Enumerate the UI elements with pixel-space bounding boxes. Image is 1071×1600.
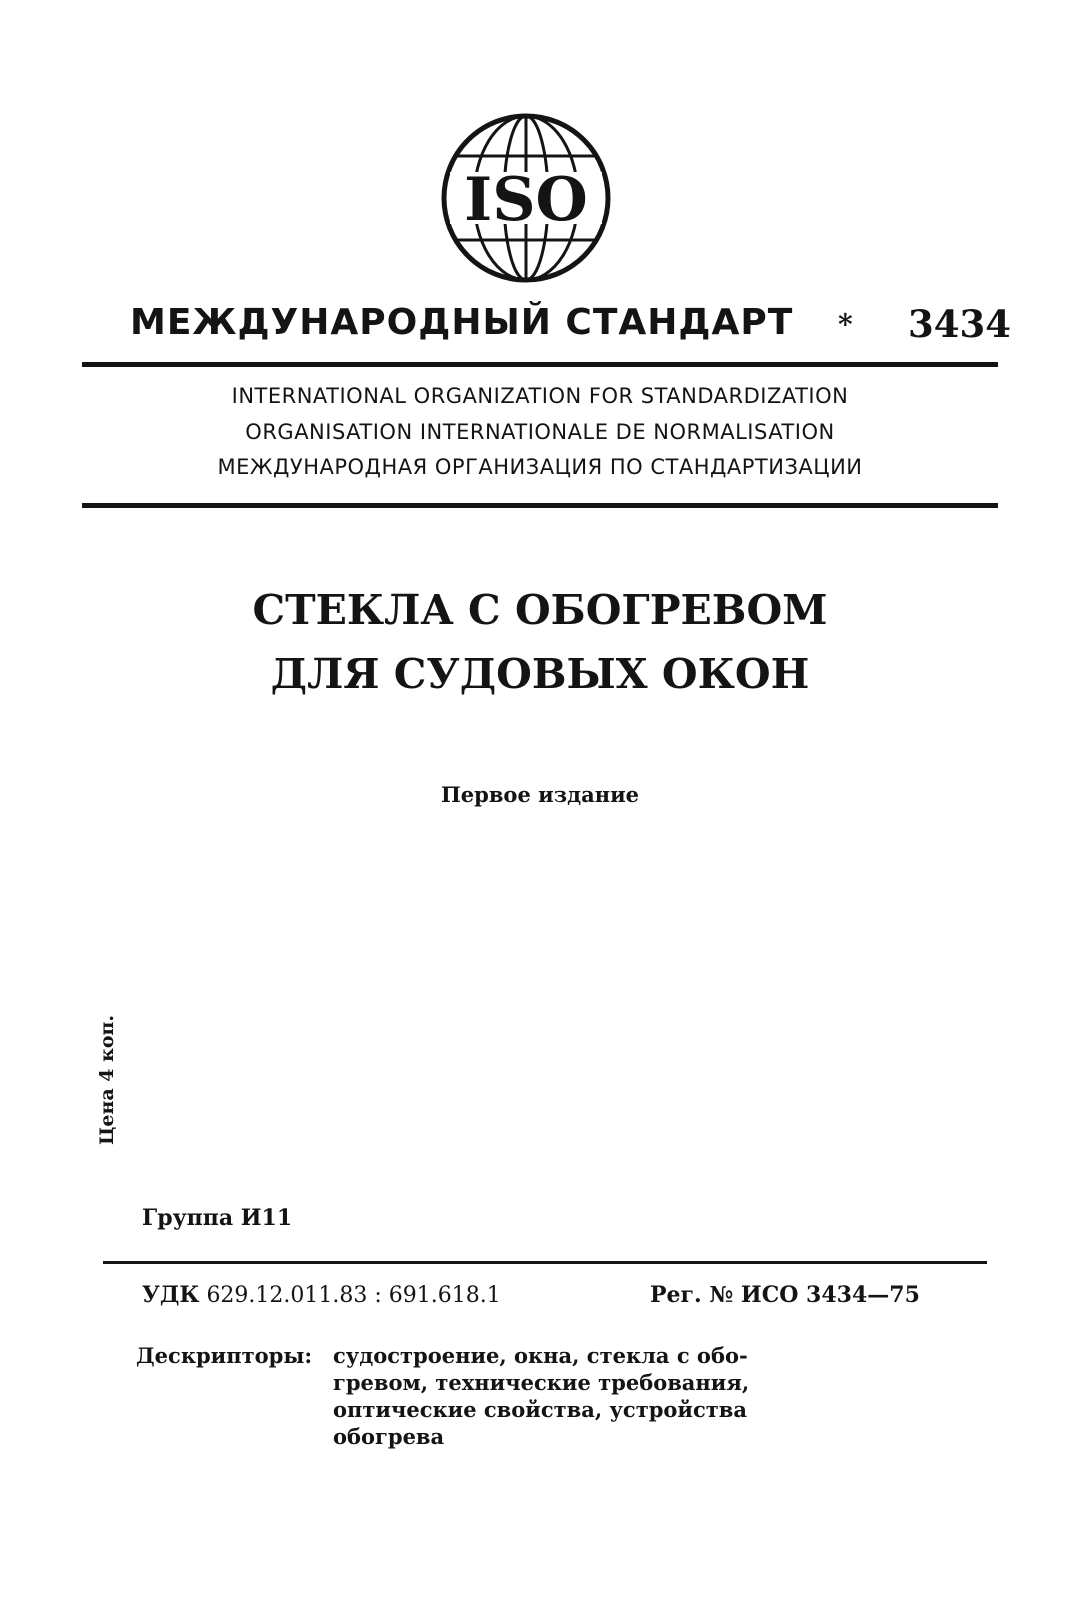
document-title-line2: ДЛЯ СУДОВЫХ ОКОН — [270, 650, 810, 698]
udk-label: УДК — [142, 1282, 200, 1308]
middle-rule — [82, 503, 998, 508]
org-name-ru: МЕЖДУНАРОДНАЯ ОРГАНИЗАЦИЯ ПО СТАНДАРТИЗАЦИИ — [217, 455, 863, 479]
udk-line — [142, 1282, 501, 1308]
standard-star: * — [838, 308, 853, 341]
standard-number: 3434 — [908, 302, 1011, 346]
edition-label: Первое издание — [440, 782, 640, 807]
document-title-line1: СТЕКЛА С ОБОГРЕВОМ — [252, 586, 828, 634]
udk-value: 629.12.011.83 : 691.618.1 — [206, 1283, 501, 1308]
iso-logo — [440, 112, 612, 284]
price-label: Цена 4 коп. — [96, 1014, 118, 1145]
standard-title: МЕЖДУНАРОДНЫЙ СТАНДАРТ — [130, 302, 794, 343]
descriptors-line: гревом, технические требования, — [333, 1370, 750, 1395]
top-rule — [82, 362, 998, 367]
descriptors-line: судостроение, окна, стекла с обо- — [333, 1343, 748, 1368]
descriptors-line: обогрева — [333, 1424, 445, 1449]
org-name-en: INTERNATIONAL ORGANIZATION FOR STANDARDIZATION — [231, 384, 849, 408]
descriptors-line: оптические свойства, устройства — [333, 1397, 747, 1422]
iso-logo-text: ISO — [464, 165, 588, 235]
descriptors-label: Дескрипторы: — [136, 1343, 313, 1368]
bottom-rule — [103, 1261, 987, 1264]
org-name-fr: ORGANISATION INTERNATIONALE DE NORMALISATION — [245, 420, 835, 444]
registration-number: Рег. № ИСО 3434—75 — [650, 1282, 920, 1308]
group-label: Группа И11 — [142, 1205, 293, 1231]
